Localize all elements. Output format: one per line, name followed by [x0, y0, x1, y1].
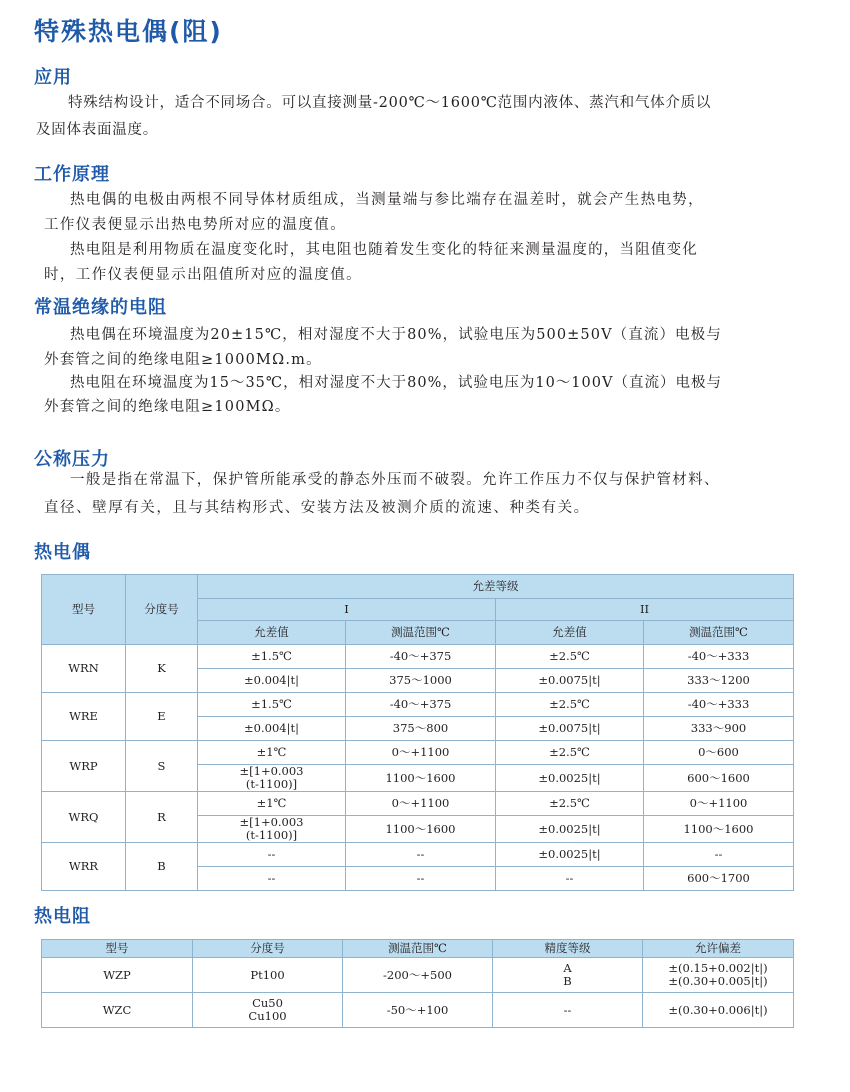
header-model: 型号	[42, 575, 126, 645]
paragraph-line: 直径、壁厚有关，且与其结构形式、安装方法及被测介质的流速、种类有关。	[44, 500, 590, 516]
cell-graduation: K	[126, 645, 198, 693]
cell-tolerance: --	[198, 867, 346, 891]
paragraph-line: 外套管之间的绝缘电阻≥100MΩ。	[44, 399, 291, 415]
rtd-cell: Pt100	[193, 958, 343, 993]
heading-principle: 工作原理	[34, 164, 110, 185]
table-row	[42, 693, 794, 717]
rtd-header-cell: 测温范围℃	[343, 940, 493, 958]
paragraph-line: 及固体表面温度。	[36, 122, 158, 138]
cell-range: --	[644, 843, 794, 867]
cell-tolerance: ±[1+0.003 (t-1100)]	[198, 816, 346, 843]
rtd-header-cell: 型号	[42, 940, 193, 958]
paragraph-line: 特殊结构设计，适合不同场合。可以直接测量-200℃～1600℃范围内液体、蒸汽和气体介质以	[68, 95, 712, 111]
paragraph-line: 热电阻在环境温度为15～35℃，相对湿度不大于80%，试验电压为10～100V（直流）电极与	[70, 375, 722, 391]
cell-range: 1100～1600	[644, 816, 794, 843]
cell-range: 600～1700	[644, 867, 794, 891]
cell-tolerance: ±0.0075|t|	[496, 717, 644, 741]
rtd-cell: ±(0.30+0.006|t|)	[643, 993, 794, 1028]
cell-tolerance: --	[496, 867, 644, 891]
cell-range: -40～+375	[346, 693, 496, 717]
rtd-table-body	[42, 958, 794, 1028]
rtd-header-cell: 允许偏差	[643, 940, 794, 958]
paragraph-line: 热电阻是利用物质在温度变化时，其电阻也随着发生变化的特征来测量温度的，当阻值变化	[70, 242, 698, 258]
paragraph-line: 一般是指在常温下，保护管所能承受的静态外压而不破裂。允许工作压力不仅与保护管材料、	[70, 472, 720, 488]
cell-model: WRE	[42, 693, 126, 741]
cell-range: 1100～1600	[346, 816, 496, 843]
cell-range: 0～600	[644, 741, 794, 765]
cell-range: 0～+1100	[346, 792, 496, 816]
rtd-header-cell: 分度号	[193, 940, 343, 958]
thermocouple-table	[41, 574, 794, 891]
header-tolerance-class: 允差等级	[198, 575, 794, 599]
cell-graduation: E	[126, 693, 198, 741]
heading-thermocouple: 热电偶	[34, 542, 91, 563]
cell-graduation: B	[126, 843, 198, 891]
header-class-2: II	[496, 599, 794, 621]
cell-tolerance: ±2.5℃	[496, 792, 644, 816]
cell-tolerance: ±1.5℃	[198, 645, 346, 669]
cell-model: WRP	[42, 741, 126, 792]
table-row	[42, 958, 794, 993]
cell-tolerance: ±[1+0.003 (t-1100)]	[198, 765, 346, 792]
rtd-cell: A B	[493, 958, 643, 993]
page-title: 特殊热电偶(阻)	[34, 17, 223, 46]
rtd-table	[41, 939, 794, 1028]
heading-rtd: 热电阻	[34, 906, 91, 927]
rtd-cell: --	[493, 993, 643, 1028]
cell-tolerance: --	[198, 843, 346, 867]
header-tolerance: 允差值	[496, 621, 644, 645]
heading-pressure: 公称压力	[34, 449, 110, 470]
cell-tolerance: ±1.5℃	[198, 693, 346, 717]
cell-range: 333～1200	[644, 669, 794, 693]
header-class-1: I	[198, 599, 496, 621]
thermocouple-table-body	[42, 645, 794, 891]
rtd-header-cell: 精度等级	[493, 940, 643, 958]
paragraph-line: 时，工作仪表便显示出阻值所对应的温度值。	[44, 267, 362, 283]
table-row	[42, 741, 794, 765]
heading-insulation: 常温绝缘的电阻	[34, 297, 167, 318]
header-graduation: 分度号	[126, 575, 198, 645]
cell-tolerance: ±2.5℃	[496, 645, 644, 669]
cell-range: --	[346, 867, 496, 891]
header-range: 测温范围℃	[644, 621, 794, 645]
paragraph-line: 热电偶的电极由两根不同导体材质组成，当测量端与参比端存在温差时，就会产生热电势，	[70, 192, 704, 208]
paragraph-line: 热电偶在环境温度为20±15℃，相对湿度不大于80%，试验电压为500±50V（直流）电极与	[70, 327, 722, 343]
rtd-cell: -200～+500	[343, 958, 493, 993]
rtd-cell: WZP	[42, 958, 193, 993]
paragraph-line: 外套管之间的绝缘电阻≥1000MΩ.m。	[44, 352, 322, 368]
cell-model: WRQ	[42, 792, 126, 843]
cell-range: -40～+333	[644, 645, 794, 669]
cell-tolerance: ±0.004|t|	[198, 669, 346, 693]
rtd-cell: WZC	[42, 993, 193, 1028]
table-row	[42, 792, 794, 816]
table-row	[42, 645, 794, 669]
header-range: 测温范围℃	[346, 621, 496, 645]
cell-range: -40～+375	[346, 645, 496, 669]
cell-range: 333～900	[644, 717, 794, 741]
cell-tolerance: ±2.5℃	[496, 741, 644, 765]
cell-tolerance: ±0.004|t|	[198, 717, 346, 741]
cell-tolerance: ±1℃	[198, 741, 346, 765]
cell-tolerance: ±1℃	[198, 792, 346, 816]
cell-tolerance: ±0.0025|t|	[496, 765, 644, 792]
heading-application: 应用	[34, 67, 72, 88]
paragraph-line: 工作仪表便显示出热电势所对应的温度值。	[44, 217, 347, 233]
cell-range: -40～+333	[644, 693, 794, 717]
cell-model: WRR	[42, 843, 126, 891]
cell-range: --	[346, 843, 496, 867]
cell-range: 375～800	[346, 717, 496, 741]
rtd-cell: -50～+100	[343, 993, 493, 1028]
cell-graduation: S	[126, 741, 198, 792]
cell-model: WRN	[42, 645, 126, 693]
rtd-header-row	[42, 940, 794, 958]
table-row	[42, 843, 794, 867]
cell-graduation: R	[126, 792, 198, 843]
table-row	[42, 993, 794, 1028]
cell-range: 375～1000	[346, 669, 496, 693]
rtd-cell: ±(0.15+0.002|t|) ±(0.30+0.005|t|)	[643, 958, 794, 993]
cell-tolerance: ±0.0025|t|	[496, 843, 644, 867]
cell-range: 600～1600	[644, 765, 794, 792]
cell-range: 0～+1100	[644, 792, 794, 816]
cell-tolerance: ±0.0025|t|	[496, 816, 644, 843]
header-tolerance: 允差值	[198, 621, 346, 645]
cell-range: 0～+1100	[346, 741, 496, 765]
rtd-cell: Cu50 Cu100	[193, 993, 343, 1028]
cell-tolerance: ±0.0075|t|	[496, 669, 644, 693]
cell-range: 1100～1600	[346, 765, 496, 792]
cell-tolerance: ±2.5℃	[496, 693, 644, 717]
